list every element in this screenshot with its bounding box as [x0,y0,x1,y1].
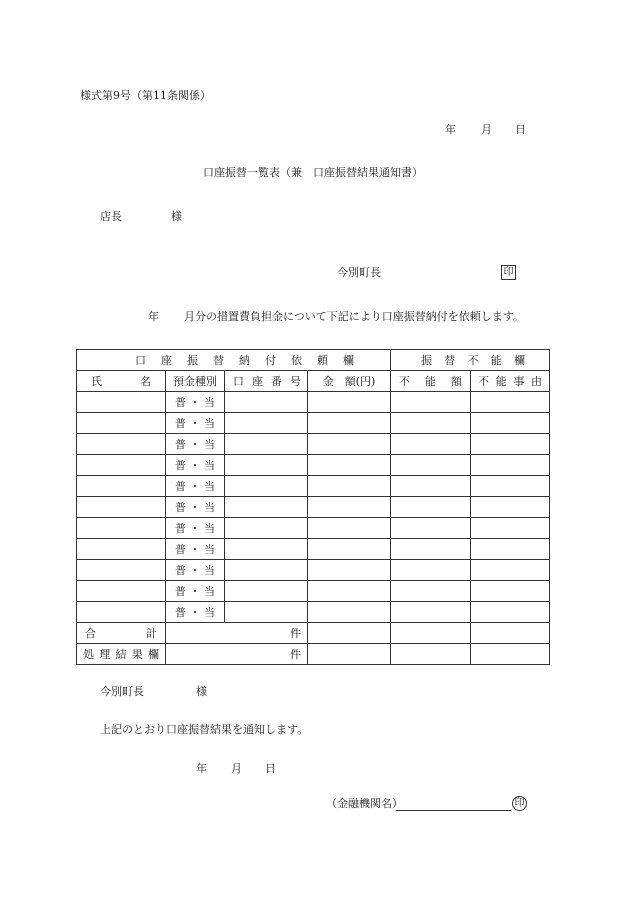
fail-reason-cell[interactable] [471,581,550,602]
name-cell[interactable] [77,455,166,476]
table-group-header [77,350,550,371]
total-fail-reason-cell[interactable] [471,623,550,644]
fail-reason-cell[interactable] [471,455,550,476]
name-cell[interactable] [77,539,166,560]
fail-amount-cell[interactable] [391,413,471,434]
deposit-type-cell[interactable]: 普 ・ 当 [166,560,225,581]
date-day-top: 日 [515,123,526,136]
seal-stamp: 印 [501,265,516,280]
fail-amount-cell[interactable] [391,434,471,455]
deposit-type-cell[interactable]: 普 ・ 当 [166,434,225,455]
amount-cell[interactable] [308,560,391,581]
institution-name-line[interactable] [396,810,511,811]
amount-cell[interactable] [308,539,391,560]
account-number-cell[interactable] [225,581,308,602]
fail-amount-cell[interactable] [391,497,471,518]
fail-amount-cell[interactable] [391,392,471,413]
fail-amount-cell[interactable] [391,560,471,581]
fail-amount-cell[interactable] [391,518,471,539]
fail-reason-cell[interactable] [471,413,550,434]
account-number-cell[interactable] [225,602,308,623]
total-count-cell[interactable]: 件 [166,623,308,644]
sender-name: 今別町長 [337,266,381,279]
transfer-table [76,349,550,665]
amount-cell[interactable] [308,602,391,623]
table-row [77,392,550,413]
amount-cell[interactable] [308,518,391,539]
table-row [77,455,550,476]
group-header-request: 口 座 振 替 納 付 依 頼 欄 [77,350,391,371]
col-name: 氏 名 [77,371,166,392]
col-deposit-type: 預金種別 [166,371,225,392]
fail-reason-cell[interactable] [471,476,550,497]
fail-reason-cell[interactable] [471,434,550,455]
result-fail-amount-cell[interactable] [391,644,471,665]
account-number-cell[interactable] [225,392,308,413]
result-row [77,644,550,665]
account-number-cell[interactable] [225,455,308,476]
result-fail-reason-cell[interactable] [471,644,550,665]
date-year-top: 年 [445,123,456,136]
fail-reason-cell[interactable] [471,518,550,539]
result-label: 処 理 結 果 欄 [77,644,166,665]
name-cell[interactable] [77,392,166,413]
amount-cell[interactable] [308,413,391,434]
amount-cell[interactable] [308,497,391,518]
total-amount-cell[interactable] [308,623,391,644]
table-row [77,602,550,623]
addressee-branch: 店長 [100,210,122,223]
col-fail-reason: 不 能 事 由 [471,371,550,392]
result-count-cell[interactable]: 件 [166,644,308,665]
amount-cell[interactable] [308,434,391,455]
deposit-type-cell[interactable]: 普 ・ 当 [166,602,225,623]
institution-seal: 印 [512,796,527,811]
notice-addressee: 今別町長 [100,685,144,698]
amount-cell[interactable] [308,476,391,497]
fail-amount-cell[interactable] [391,602,471,623]
name-cell[interactable] [77,560,166,581]
deposit-type-cell[interactable]: 普 ・ 当 [166,413,225,434]
table-row [77,434,550,455]
amount-cell[interactable] [308,581,391,602]
name-cell[interactable] [77,602,166,623]
deposit-type-cell[interactable]: 普 ・ 当 [166,581,225,602]
result-amount-cell[interactable] [308,644,391,665]
fail-amount-cell[interactable] [391,476,471,497]
notice-date-month: 月 [231,762,242,775]
request-year: 年 [148,310,159,323]
notice-sama: 様 [196,685,207,698]
fail-amount-cell[interactable] [391,455,471,476]
table-row [77,539,550,560]
col-account-number: 口 座 番 号 [225,371,308,392]
form-number: 様式第9号（第11条関係） [80,89,211,102]
fail-reason-cell[interactable] [471,497,550,518]
total-label: 合 計 [77,623,166,644]
fail-reason-cell[interactable] [471,392,550,413]
deposit-type-cell[interactable]: 普 ・ 当 [166,476,225,497]
col-amount: 金 額(円) [308,371,391,392]
fail-amount-cell[interactable] [391,539,471,560]
name-cell[interactable] [77,413,166,434]
deposit-type-cell[interactable]: 普 ・ 当 [166,497,225,518]
fail-amount-cell[interactable] [391,581,471,602]
amount-cell[interactable] [308,455,391,476]
total-fail-amount-cell[interactable] [391,623,471,644]
table-row [77,476,550,497]
request-body: 月分の措置費負担金について下記により口座振替納付を依頼します。 [184,310,524,323]
addressee-sama: 様 [171,210,182,223]
deposit-type-cell[interactable]: 普 ・ 当 [166,392,225,413]
account-number-cell[interactable] [225,539,308,560]
page-title: 口座振替一覧表（兼 口座振替結果通知書） [203,166,423,179]
account-number-cell[interactable] [225,518,308,539]
notice-body: 上記のとおり口座振替結果を通知します。 [100,723,309,736]
name-cell[interactable] [77,581,166,602]
account-number-cell[interactable] [225,434,308,455]
account-number-cell[interactable] [225,476,308,497]
institution-label: （金融機関名） [326,797,403,810]
amount-cell[interactable] [308,392,391,413]
deposit-type-cell[interactable]: 普 ・ 当 [166,518,225,539]
deposit-type-cell[interactable]: 普 ・ 当 [166,455,225,476]
table-row [77,560,550,581]
fail-reason-cell[interactable] [471,560,550,581]
name-cell[interactable] [77,497,166,518]
name-cell[interactable] [77,476,166,497]
fail-reason-cell[interactable] [471,602,550,623]
account-number-cell[interactable] [225,413,308,434]
name-cell[interactable] [77,518,166,539]
table-row [77,581,550,602]
notice-date-year: 年 [196,762,207,775]
table-column-header [77,371,550,392]
name-cell[interactable] [77,434,166,455]
account-number-cell[interactable] [225,560,308,581]
fail-reason-cell[interactable] [471,539,550,560]
notice-date-day: 日 [265,762,276,775]
table-row [77,518,550,539]
table-row [77,413,550,434]
group-header-failure: 振 替 不 能 欄 [391,350,550,371]
account-number-cell[interactable] [225,497,308,518]
deposit-type-cell[interactable]: 普 ・ 当 [166,539,225,560]
date-month-top: 月 [481,123,492,136]
total-row [77,623,550,644]
table-row [77,497,550,518]
col-fail-amount: 不 能 額 [391,371,471,392]
